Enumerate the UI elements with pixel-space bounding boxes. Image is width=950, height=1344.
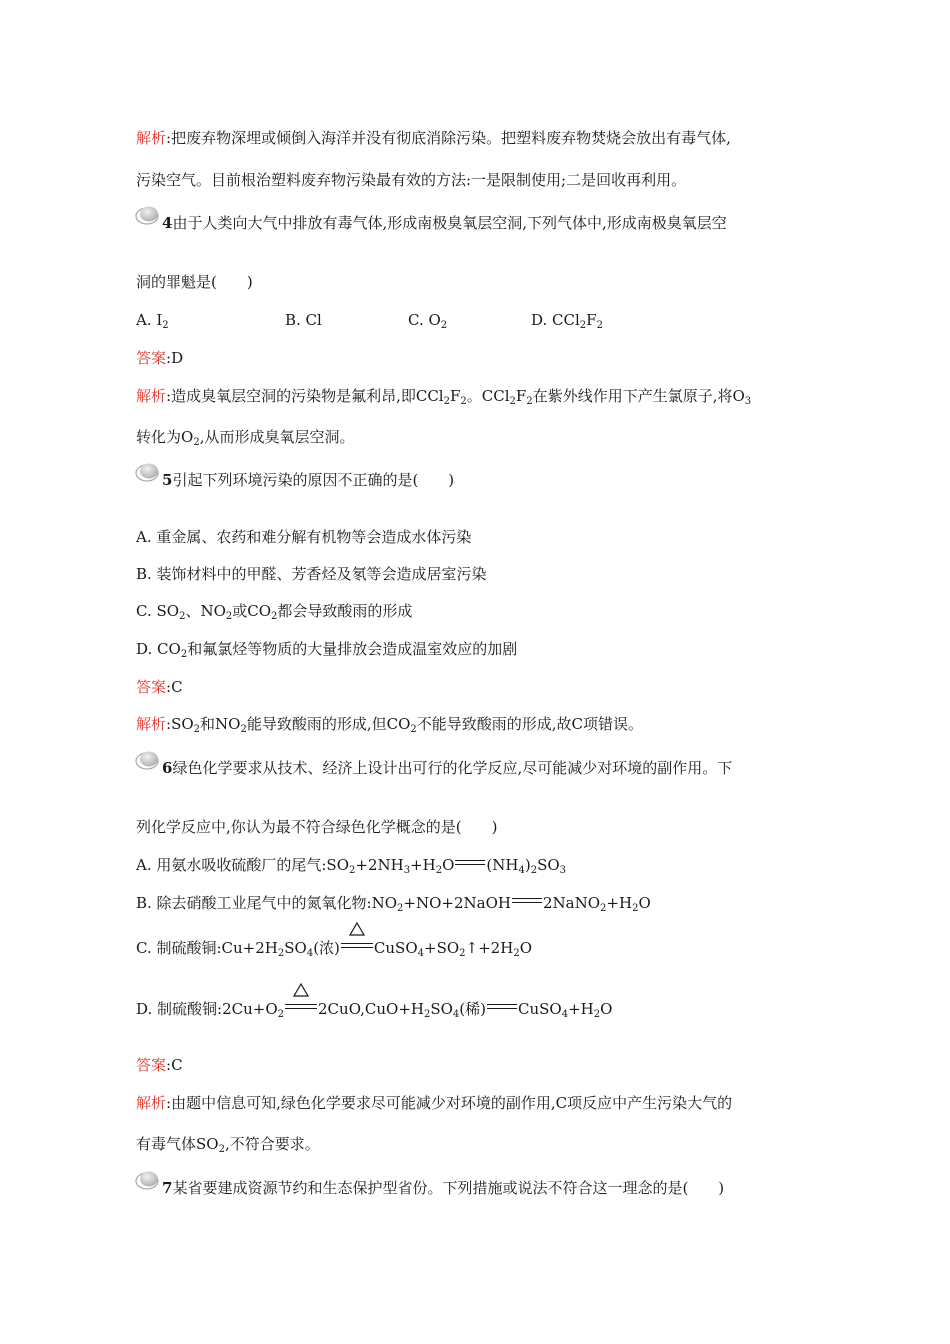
question-number: 5 [162, 471, 173, 489]
q6-explanation-line1: 解析:由题中信息可知,绿色化学要求尽可能减少对环境的副作用,C项反应中产生污染大气的 [136, 1094, 733, 1112]
q4-option-a[interactable]: A. $I_2$ [136, 311, 169, 331]
q5-option-a[interactable]: A. 重金属、农药和难分解有机物等会造成水体污染 [136, 528, 472, 546]
q5-option-b[interactable]: B. 装饰材料中的甲醛、芳香烃及氡等会造成居室污染 [136, 565, 487, 583]
answer-label: 答案 [136, 678, 167, 696]
heat-equals-sign [341, 942, 373, 950]
q5-explanation: 解析$:SO_2$和$NO_2$能导致酸雨的形成,但$CO_2$不能导致酸雨的形成,故C项错误。 [136, 715, 644, 735]
q4-stem-line2: 洞的罪魁是( ) [136, 273, 253, 291]
q5-answer: 答案:C [136, 678, 183, 696]
q5-option-d[interactable]: D. $CO_2$和氟氯烃等物质的大量排放会造成温室效应的加剧 [136, 640, 518, 660]
answer-label: 答案 [136, 1056, 167, 1074]
question-badge-icon [134, 462, 160, 482]
q6-answer: 答案:C [136, 1056, 183, 1074]
q5-stem: 5引起下列环境污染的原因不正确的是( ) [162, 471, 455, 489]
q6-option-c[interactable]: C. 制硫酸铜$:Cu+2H_2SO_4$(浓) $CuSO_4+SO_2↑+2H_2O$ [136, 938, 532, 958]
q4-explanation-line2: 转化为$O_2$,从而形成臭氧层空洞。 [136, 428, 355, 448]
q6-explanation-line2: 有毒气体$SO_2$,不符合要求。 [136, 1135, 320, 1155]
question-number: 4 [162, 214, 173, 232]
q6-stem-line1: 6绿色化学要求从技术、经济上设计出可行的化学反应,尽可能减少对环境的副作用。下 [162, 759, 733, 777]
question-badge-icon [134, 750, 160, 770]
question-number: 6 [162, 759, 173, 777]
q4-option-b[interactable]: B. Cl [285, 311, 322, 329]
equals-sign [512, 897, 542, 905]
answer-label: 答案 [136, 349, 167, 367]
q5-option-c[interactable]: C. $SO_2$、$NO_2$或$CO_2$都会导致酸雨的形成 [136, 602, 413, 622]
q6-option-b[interactable]: B. 除去硝酸工业尾气中的氮氧化物$:NO_2+NO+2NaOH$ $2NaNO_2+H_2O$ [136, 894, 651, 914]
equals-sign [487, 1003, 517, 1011]
q4-option-c[interactable]: C. $O_2$ [408, 311, 448, 331]
q4-stem-line1: 4由于人类向大气中排放有毒气体,形成南极臭氧层空洞,下列气体中,形成南极臭氧层空 [162, 214, 727, 232]
question-badge-icon [134, 1170, 160, 1190]
q4-option-d[interactable]: D. $CCl_2F_2$ [531, 311, 603, 331]
question-badge-icon [134, 205, 160, 225]
explanation-label: 解析 [136, 715, 167, 733]
explanation-label: 解析 [136, 129, 167, 147]
heat-equals-sign [285, 1003, 317, 1011]
q7-stem: 7某省要建成资源节约和生态保护型省份。下列措施或说法不符合这一理念的是( ) [162, 1179, 725, 1197]
q3-explanation-line1: 解析:把废弃物深埋或倾倒入海洋并没有彻底消除污染。把塑料废弃物焚烧会放出有毒气体, [136, 129, 731, 147]
question-number: 7 [162, 1179, 173, 1197]
heat-triangle-icon [293, 983, 309, 997]
q4-answer: 答案:D [136, 349, 184, 367]
explanation-label: 解析 [136, 387, 167, 405]
q6-option-d[interactable]: D. 制硫酸铜$:2Cu+O_2$ $2CuO,CuO+H_2SO_4$(稀) $CuSO_4+H_2O$ [136, 999, 612, 1019]
q6-stem-line2: 列化学反应中,你认为最不符合绿色化学概念的是( ) [136, 818, 498, 836]
q4-explanation-line1: 解析:造成臭氧层空洞的污染物是氟利昂,即$CCl_2F_2$。$CCl_2F_2$在紫外线作用下产生氯原子,将$O_3$ [136, 387, 752, 407]
explanation-label: 解析 [136, 1094, 167, 1112]
heat-triangle-icon [349, 922, 365, 936]
equals-sign [455, 859, 485, 867]
q3-explanation-line2: 污染空气。目前根治塑料废弃物污染最有效的方法:一是限制使用;二是回收再利用。 [136, 171, 687, 189]
q6-option-a[interactable]: A. 用氨水吸收硫酸厂的尾气$:SO_2+2NH_3+H_2O$ $(NH_4)_2SO_3$ [136, 856, 567, 876]
